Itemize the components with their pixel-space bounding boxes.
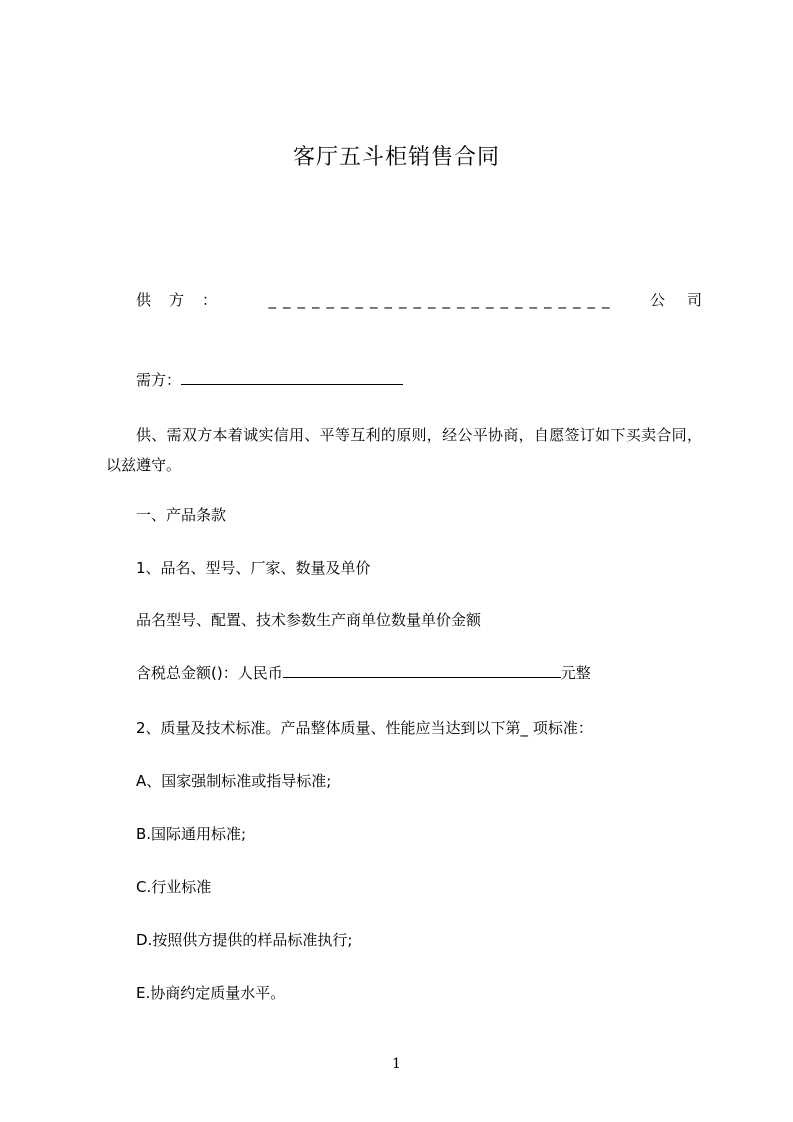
supplier-label: 供方： bbox=[136, 291, 236, 309]
buyer-line bbox=[136, 365, 403, 395]
page-number: 1 bbox=[392, 1056, 401, 1072]
total-amount-field[interactable] bbox=[283, 659, 561, 678]
buyer-blank-field[interactable] bbox=[181, 366, 403, 385]
buyer-label: 需方： bbox=[136, 371, 182, 389]
option-b: B.国际通用标准; bbox=[136, 825, 247, 843]
supplier-blank[interactable]: ________________________ bbox=[268, 291, 617, 309]
total-suffix: 元整 bbox=[560, 664, 591, 682]
section-heading: 一、产品条款 bbox=[136, 506, 227, 524]
table-header-line: 品名型号、配置、技术参数生产商单位数量单价金额 bbox=[136, 611, 482, 629]
option-a: A、国家强制标准或指导标准; bbox=[136, 772, 332, 790]
item-2: 2、质量及技术标准。产品整体质量、性能应当达到以下第_ 项标准： bbox=[136, 719, 593, 737]
document-title: 客厅五斗柜销售合同 bbox=[292, 145, 500, 170]
total-amount-line bbox=[136, 658, 591, 688]
option-c: C.行业标准 bbox=[136, 878, 212, 896]
item-1: 1、品名、型号、厂家、数量及单价 bbox=[136, 559, 371, 577]
supplier-line bbox=[136, 285, 724, 315]
option-d: D.按照供方提供的样品标准执行; bbox=[136, 931, 353, 949]
intro-paragraph: 供、需双方本着诚实信用、平等互利的原则，经公平协商，自愿签订如下买卖合同，以兹遵守。 bbox=[106, 426, 702, 474]
supplier-suffix: 公司 bbox=[649, 291, 724, 309]
total-label: 含税总金额()：人民币 bbox=[136, 664, 283, 682]
option-e: E.协商约定质量水平。 bbox=[136, 984, 286, 1002]
